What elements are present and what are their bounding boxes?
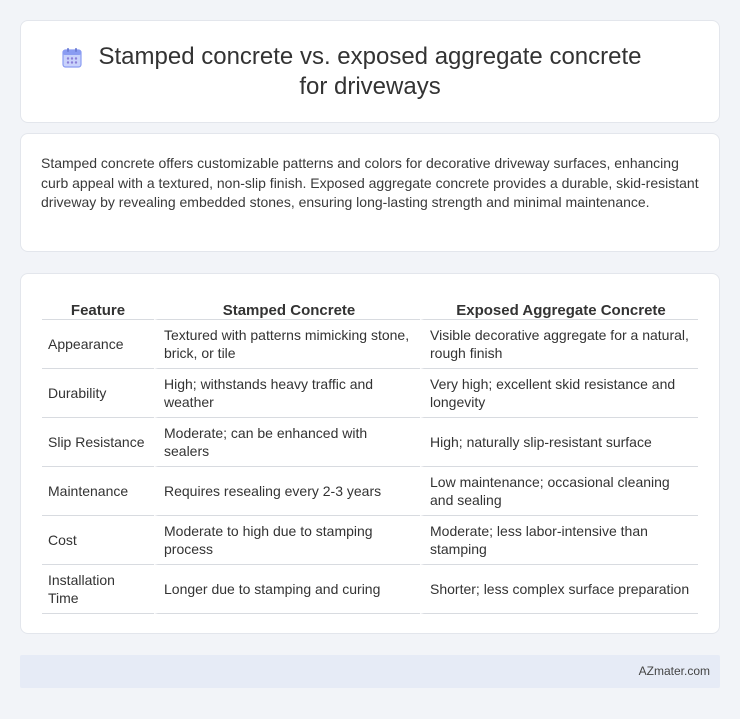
cell-stamped: Requires resealing every 2-3 years — [154, 467, 420, 516]
cell-exposed: Visible decorative aggregate for a natural, rough finish — [420, 320, 698, 369]
title-card — [20, 20, 720, 123]
header-feature: Feature — [42, 296, 154, 320]
cell-feature: Cost — [42, 516, 154, 565]
cell-exposed: Shorter; less complex surface preparation — [420, 565, 698, 614]
cell-feature: Maintenance — [42, 467, 154, 516]
cell-exposed: High; naturally slip-resistant surface — [420, 418, 698, 467]
intro-card — [20, 133, 720, 252]
table-row — [42, 467, 698, 516]
page-title: Stamped concrete vs. exposed aggregate concrete for driveways — [98, 42, 642, 100]
cell-exposed: Very high; excellent skid resistance and longevity — [420, 369, 698, 418]
table-row — [42, 320, 698, 369]
header-exposed-aggregate: Exposed Aggregate Concrete — [420, 296, 698, 320]
cell-stamped: Moderate; can be enhanced with sealers — [154, 418, 420, 467]
cell-feature: Slip Resistance — [42, 418, 154, 467]
cell-stamped: Longer due to stamping and curing — [154, 565, 420, 614]
cell-feature: Installation Time — [42, 565, 154, 614]
footer-brand[interactable]: AZmater.com — [638, 664, 710, 678]
table-row — [42, 369, 698, 418]
cell-exposed: Low maintenance; occasional cleaning and sealing — [420, 467, 698, 516]
table-row — [42, 418, 698, 467]
comparison-card — [20, 273, 720, 634]
cell-exposed: Moderate; less labor-intensive than stamping — [420, 516, 698, 565]
cell-stamped: Textured with patterns mimicking stone, brick, or tile — [154, 320, 420, 369]
cell-stamped: High; withstands heavy traffic and weather — [154, 369, 420, 418]
table-row — [42, 565, 698, 614]
cell-stamped: Moderate to high due to stamping process — [154, 516, 420, 565]
title-wrap — [21, 21, 719, 122]
table-header-row — [42, 296, 698, 320]
table-row — [42, 516, 698, 565]
footer-bar — [20, 655, 720, 688]
cell-feature: Durability — [42, 369, 154, 418]
header-stamped-concrete: Stamped Concrete — [154, 296, 420, 320]
intro-paragraph: Stamped concrete offers customizable patterns and colors for decorative driveway surfaces, enhancing curb appeal with a textured, non-slip finish. Exposed aggregate concrete provides a durable, skid-resistant driveway by revealing embedded stones, ensuring long-lasting strength and minimal maintenance. — [41, 155, 699, 210]
cell-feature: Appearance — [42, 320, 154, 369]
comparison-table — [42, 296, 698, 614]
